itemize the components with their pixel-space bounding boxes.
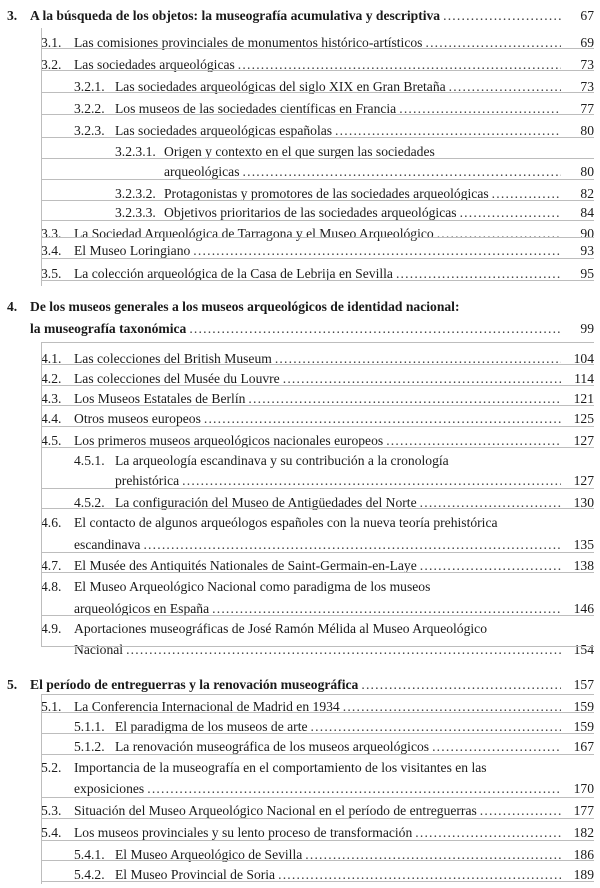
scan-rule	[41, 258, 594, 259]
dot-leader	[361, 676, 561, 694]
toc-title: Los primeros museos arqueológicos nacionales europeos	[74, 433, 384, 448]
toc-line	[74, 641, 564, 659]
dot-leader	[275, 350, 561, 368]
scan-rule	[41, 797, 594, 798]
toc-number: 4.1.	[41, 351, 62, 366]
page-number: 159	[573, 699, 594, 714]
page-number: 67	[580, 8, 594, 23]
page-number: 77	[580, 101, 594, 116]
page-number: 186	[573, 847, 594, 862]
toc-line	[74, 350, 564, 368]
page-number: 125	[573, 411, 594, 426]
toc-title: Las sociedades arqueológicas del siglo XIX en Gran Bretaña	[115, 79, 446, 94]
toc-line	[74, 514, 594, 532]
page-number: 69	[580, 35, 594, 50]
scan-rule	[41, 646, 594, 647]
toc-number: 4.9.	[41, 621, 62, 636]
scan-rule	[41, 385, 594, 386]
toc-line	[74, 34, 564, 52]
page-number: 177	[573, 803, 594, 818]
page-number: 157	[573, 677, 594, 692]
toc-line	[74, 780, 564, 798]
toc-number: 5.	[7, 677, 18, 692]
dot-leader	[425, 34, 561, 52]
toc-title: Otros museos europeos	[74, 411, 201, 426]
toc-number: 5.2.	[41, 760, 62, 775]
scan-rule	[41, 552, 594, 553]
toc-line	[30, 676, 564, 694]
scan-rule	[41, 572, 594, 573]
dot-leader	[126, 641, 561, 659]
dot-leader	[305, 846, 561, 864]
toc-line	[115, 846, 564, 864]
toc-title: Las sociedades arqueológicas	[74, 57, 235, 72]
toc-title: Aportaciones museográficas de José Ramón Mélida al Museo Arqueológico	[74, 621, 487, 636]
toc-title: El Museo Provincial de Soria	[115, 867, 276, 882]
toc-line	[74, 759, 594, 777]
toc-number: 5.1.1.	[74, 719, 105, 734]
toc-title: La renovación museográfica de los museos arqueológicos	[115, 739, 430, 754]
toc-line	[30, 320, 564, 338]
scan-rule	[41, 200, 594, 201]
toc-line	[30, 298, 594, 316]
toc-number: 3.1.	[41, 35, 62, 50]
scan-rule	[41, 364, 594, 365]
page-number: 135	[573, 537, 594, 552]
page-number: 138	[573, 558, 594, 573]
toc-line	[74, 578, 594, 596]
toc-title: El Museo Arqueológico de Sevilla	[115, 847, 303, 862]
toc-title: El paradigma de los museos de arte	[115, 719, 308, 734]
toc-number: 3.2.3.1.	[115, 144, 156, 159]
scan-rule	[41, 342, 594, 343]
page-number: 121	[573, 391, 594, 406]
toc-title: Los museos de las sociedades científicas en Francia	[115, 101, 397, 116]
dot-leader	[189, 320, 561, 338]
page-number: 159	[573, 719, 594, 734]
toc-title: Objetivos prioritarios de las sociedades arqueológicas	[164, 205, 457, 220]
toc-title: Las comisiones provinciales de monumentos histórico-artísticos	[74, 35, 423, 50]
dot-leader	[238, 56, 561, 74]
toc-number: 4.4.	[41, 411, 62, 426]
toc-title: De los museos generales a los museos arqueológicos de identidad nacional:	[30, 299, 460, 314]
scan-rule	[41, 426, 594, 427]
toc-title: La arqueología escandinava y su contribución a la cronología	[115, 453, 449, 468]
page-number: 82	[580, 186, 594, 201]
toc-title: El Museo Arqueológico Nacional como paradigma de los museos	[74, 579, 431, 594]
page-number: 99	[580, 321, 594, 336]
dot-leader	[443, 7, 561, 25]
toc-title: La configuración del Museo de Antigüedades del Norte	[115, 495, 417, 510]
toc-title: Nacional	[74, 642, 124, 657]
page-number: 104	[573, 351, 594, 366]
dot-leader	[147, 780, 561, 798]
toc-number: 5.4.2.	[74, 867, 105, 882]
toc-line	[30, 7, 564, 25]
toc-number: 5.4.1.	[74, 847, 105, 862]
toc-number: 3.2.2.	[74, 101, 105, 116]
scan-rule	[41, 447, 594, 448]
page-number: 95	[580, 266, 594, 281]
toc-title: Los museos provinciales y su lento proceso de transformación	[74, 825, 413, 840]
toc-line	[115, 78, 564, 96]
scan-rule	[41, 158, 594, 159]
scan-rule	[41, 28, 42, 286]
scan-rule	[41, 733, 594, 734]
page-number: 182	[573, 825, 594, 840]
scan-rule	[41, 881, 594, 882]
page-number: 90	[580, 226, 594, 241]
toc-number: 3.2.	[41, 57, 62, 72]
toc-title: El Musée des Antiquités Nationales de Saint-Germain-en-Laye	[74, 558, 417, 573]
scan-rule	[41, 615, 594, 616]
scan-rule	[41, 488, 594, 489]
page-number: 73	[580, 79, 594, 94]
dot-leader	[449, 78, 561, 96]
scan-rule	[41, 137, 594, 138]
scan-rule	[41, 694, 42, 884]
toc-title: Importancia de la museografía en el comportamiento de los visitantes en las	[74, 760, 487, 775]
page-number: 167	[573, 739, 594, 754]
toc-number: 3.2.3.	[74, 123, 105, 138]
toc-number: 5.4.	[41, 825, 62, 840]
toc-title: arqueológicas	[164, 164, 240, 179]
page-number: 127	[573, 473, 594, 488]
toc-line	[115, 494, 564, 512]
toc-number: 5.1.	[41, 699, 62, 714]
toc-number: 4.5.2.	[74, 495, 105, 510]
toc-title: El contacto de algunos arqueólogos españoles con la nueva teoría prehistórica	[74, 515, 498, 530]
page-number: 80	[580, 123, 594, 138]
toc-number: 3.	[7, 8, 18, 23]
scan-rule	[41, 92, 594, 93]
toc-number: 4.8.	[41, 579, 62, 594]
toc-number: 4.6.	[41, 515, 62, 530]
toc-title: El período de entreguerras y la renovación museográfica	[30, 677, 359, 692]
page-number: 80	[580, 164, 594, 179]
scan-rule	[41, 508, 594, 509]
toc-number: 3.4.	[41, 243, 62, 258]
scan-rule	[41, 342, 42, 646]
toc-title: La Conferencia Internacional de Madrid en 1934	[74, 699, 340, 714]
toc-title: Protagonistas y promotores de las sociedades arqueológicas	[164, 186, 489, 201]
scan-rule	[41, 840, 594, 841]
toc-title: Las colecciones del British Museum	[74, 351, 272, 366]
toc-number: 3.5.	[41, 266, 62, 281]
toc-number: 4.3.	[41, 391, 62, 406]
page-number: 146	[573, 601, 594, 616]
scan-rule	[41, 860, 594, 861]
scan-rule	[41, 48, 594, 49]
page-number: 189	[573, 867, 594, 882]
scan-rule	[41, 114, 594, 115]
page-number: 73	[580, 57, 594, 72]
toc-line	[74, 56, 564, 74]
dot-leader	[399, 100, 561, 118]
dot-leader	[343, 698, 561, 716]
page-number: 84	[580, 205, 594, 220]
scan-rule	[41, 694, 594, 695]
toc-title: A la búsqueda de los objetos: la museografía acumulativa y descriptiva	[30, 8, 441, 23]
toc-title: Situación del Museo Arqueológico Nacional en el período de entreguerras	[74, 803, 477, 818]
toc-title: escandinava	[74, 537, 141, 552]
toc-line	[115, 452, 594, 470]
toc-number: 3.2.3.2.	[115, 186, 156, 201]
toc-title: prehistórica	[115, 473, 180, 488]
scan-rule	[41, 405, 594, 406]
page-number: 93	[580, 243, 594, 258]
page-number: 130	[573, 495, 594, 510]
scan-rule	[41, 712, 594, 713]
toc-line	[74, 620, 594, 638]
scan-rule	[41, 70, 594, 71]
toc-number: 3.2.3.3.	[115, 205, 156, 220]
scan-rule	[41, 179, 594, 180]
toc-number: 3.3.	[41, 226, 62, 241]
toc-title: La colección arqueológica de la Casa de Lebrija en Sevilla	[74, 266, 393, 281]
toc-title: Los Museos Estatales de Berlín	[74, 391, 246, 406]
toc-line	[74, 698, 564, 716]
page-number: 114	[574, 371, 594, 386]
toc-number: 4.2.	[41, 371, 62, 386]
toc-number: 4.5.	[41, 433, 62, 448]
dot-leader	[437, 225, 561, 243]
toc-title: la museografía taxonómica	[30, 321, 187, 336]
scan-rule	[41, 220, 594, 221]
dot-leader	[420, 494, 561, 512]
scan-rule	[41, 237, 594, 238]
toc-number: 4.	[7, 299, 18, 314]
page-number: 127	[573, 433, 594, 448]
toc-number: 5.1.2.	[74, 739, 105, 754]
toc-line	[74, 225, 564, 243]
toc-title: El Museo Loringiano	[74, 243, 191, 258]
toc-title: arqueológicos en España	[74, 601, 210, 616]
toc-title: exposiciones	[74, 781, 145, 796]
scan-rule	[41, 280, 594, 281]
toc-title: Origen y contexto en el que surgen las sociedades	[164, 144, 435, 159]
scan-rule	[41, 818, 594, 819]
page-number: 170	[573, 781, 594, 796]
scan-rule	[41, 754, 594, 755]
toc-title: Las sociedades arqueológicas españolas	[115, 123, 333, 138]
page-number: 154	[573, 642, 594, 657]
toc-title: Las colecciones del Musée du Louvre	[74, 371, 280, 386]
toc-number: 3.2.1.	[74, 79, 105, 94]
toc-number: 4.7.	[41, 558, 62, 573]
toc-number: 5.3.	[41, 803, 62, 818]
toc-number: 4.5.1.	[74, 453, 105, 468]
toc-title: La Sociedad Arqueológica de Tarragona y el Museo Arqueológico	[74, 226, 434, 241]
toc-line	[115, 100, 564, 118]
